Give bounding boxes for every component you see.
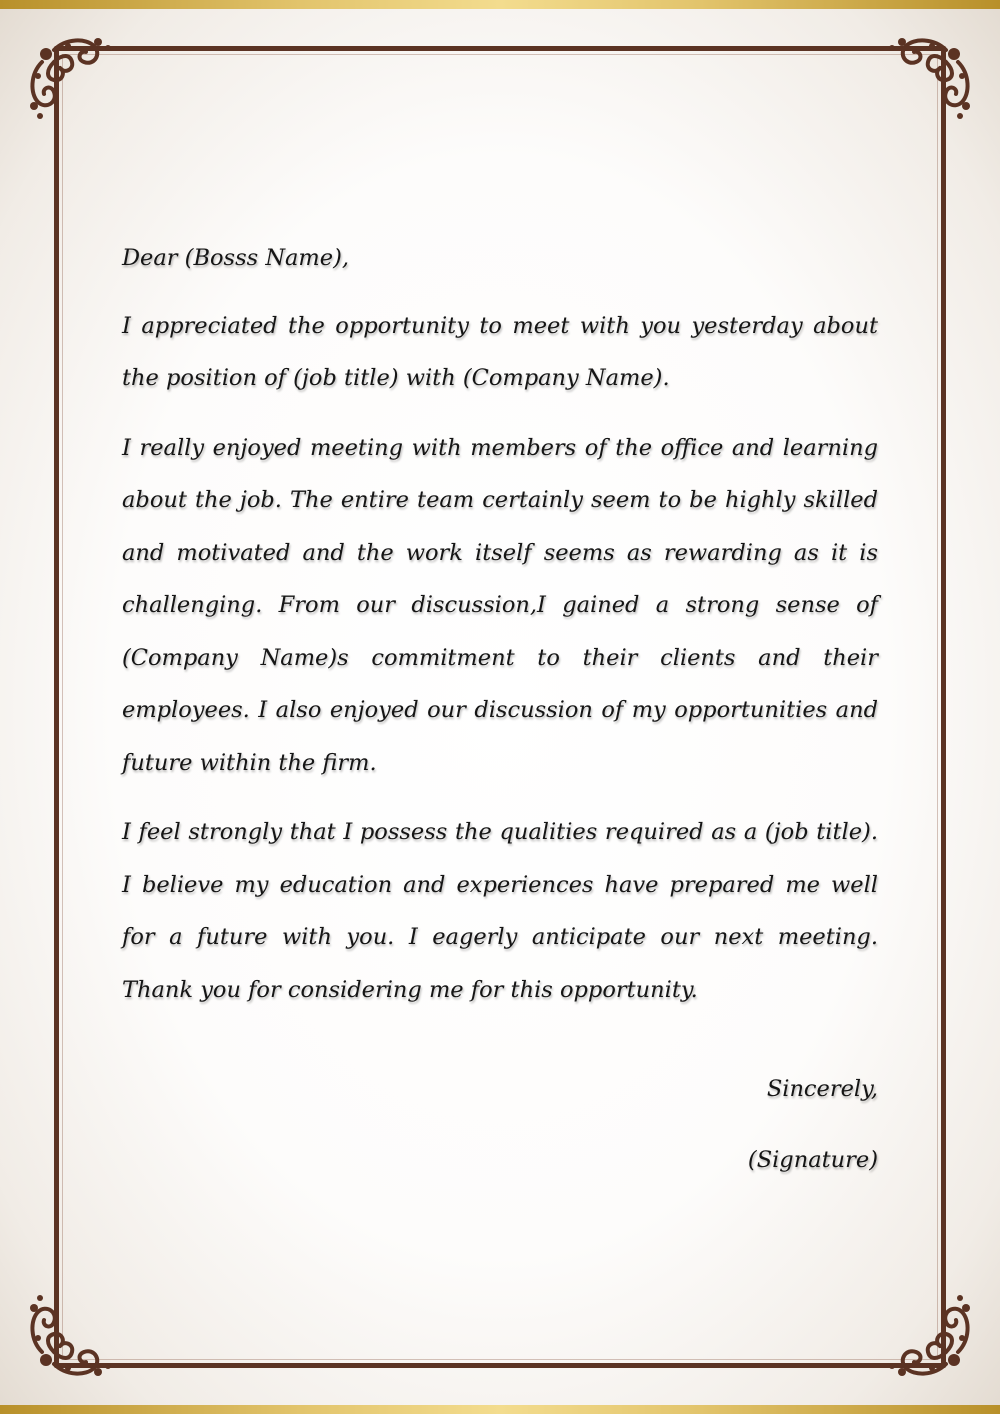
letter-signature: (Signature) (747, 1147, 878, 1173)
corner-ornament-bottom-right-icon (884, 1290, 976, 1382)
letter-paragraph-1: I appreciated the opportunity to meet with you yesterday about the position of (job title) with (Company Name). (122, 312, 878, 391)
letter-body (122, 232, 878, 1196)
letter-greeting: Dear (Bosss Name), (122, 245, 350, 271)
corner-ornament-top-left-icon (24, 32, 116, 124)
top-gold-band (0, 0, 1000, 9)
corner-ornament-bottom-left-icon (24, 1290, 116, 1382)
letter-closing: Sincerely, (766, 1076, 878, 1102)
letter-paragraph-3: I feel strongly that I possess the qualities required as a (job title). I believe my education and experiences have prepared me well for a future with you. I eagerly anticipate our next meeting. Thank you for considering me for this opportunity. (122, 819, 878, 1003)
letter-paragraph-2: I really enjoyed meeting with members of the office and learning about the job. The entire team certainly seem to be highly skilled and motivated and the work itself seems as rewarding as it is challenging. From our discussion,I gained a strong sense of (Company Name)s commitment to their clients and their employees. I also enjoyed our discussion of my opportunities and future within the firm. (122, 434, 878, 776)
letter-closing-block (122, 1054, 878, 1196)
bottom-gold-band (0, 1405, 1000, 1414)
corner-ornament-top-right-icon (884, 32, 976, 124)
